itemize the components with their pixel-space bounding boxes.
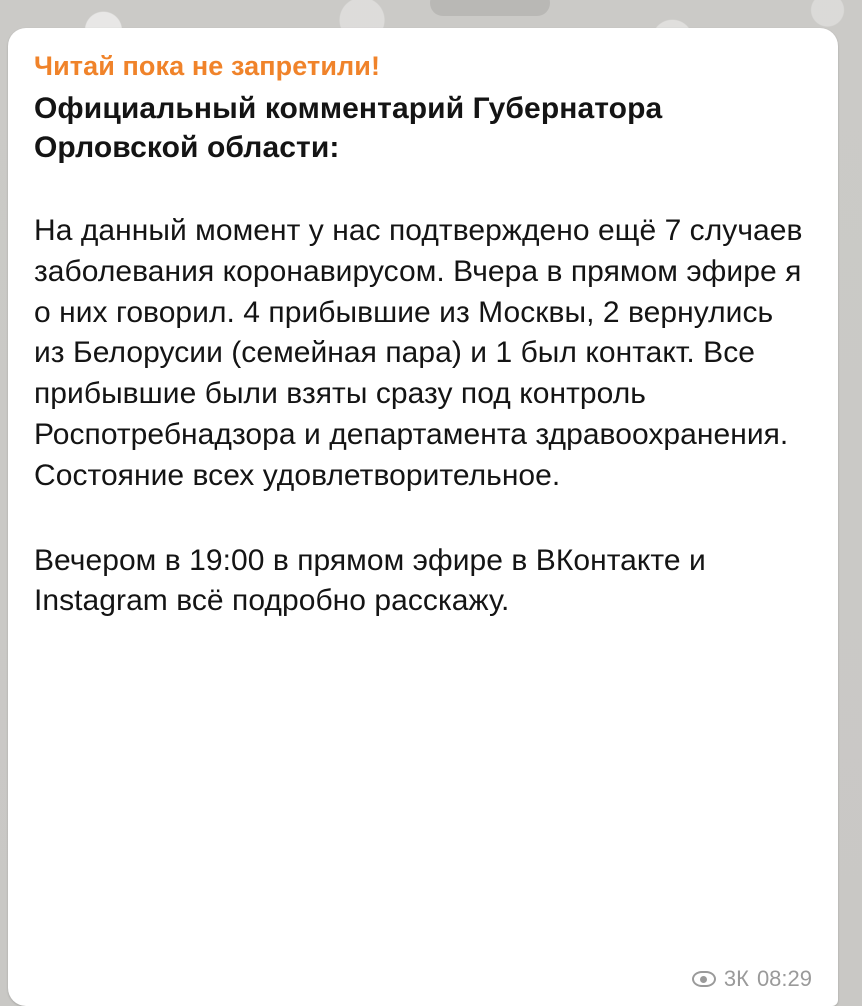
view-count: 3К xyxy=(723,966,749,991)
message-bubble[interactable] xyxy=(8,28,838,1006)
message-highlight-line: Читай пока не запретили! xyxy=(34,51,381,81)
message-paragraph-1: На данный момент у нас подтверждено ещё 7 случаев заболевания коронавирусом. Вчера в прямом эфире я о них говорил. 4 прибывшие из Москвы, 2 вернулись из Белорусии (семейная пара) и 1 был контакт. Все прибывшие были взяты сразу под контроль Роспотребнадзора и департамента здравоохранения. Состояние всех удовлетворительное. xyxy=(34,213,803,492)
message-title: Официальный комментарий Губернатора Орловской области: xyxy=(34,91,663,164)
message-paragraph-2: Вечером в 19:00 в прямом эфире в ВКонтакте и Instagram всё подробно расскажу. xyxy=(34,543,706,618)
eye-icon xyxy=(692,971,716,987)
message-timestamp: 08:29 xyxy=(756,966,812,991)
message-meta xyxy=(692,966,812,992)
previous-message-stub[interactable] xyxy=(430,0,550,16)
